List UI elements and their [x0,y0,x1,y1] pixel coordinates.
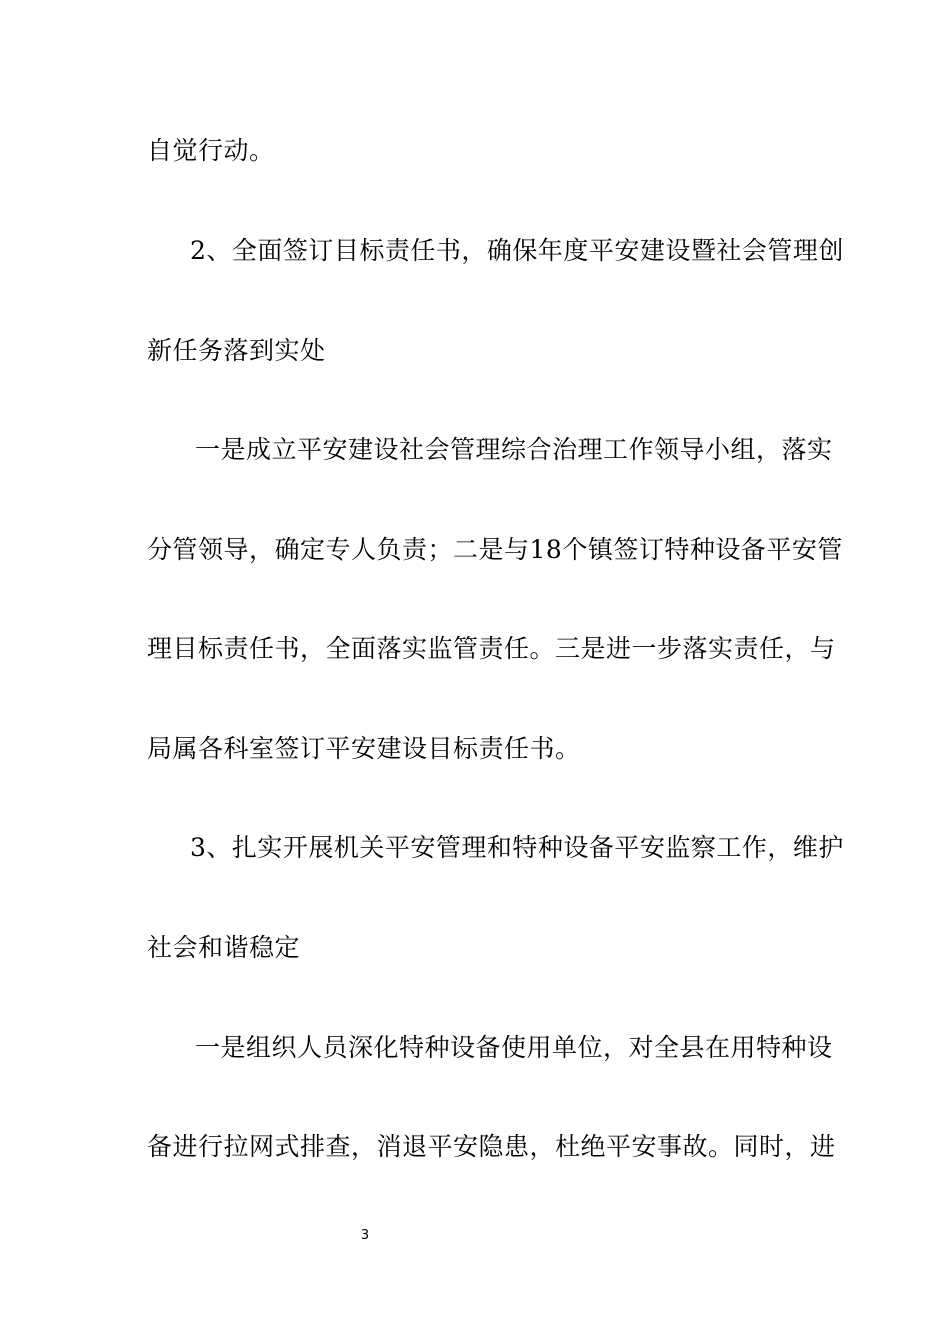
text-line-content: 局属各科室签订平安建设目标责任书。 [147,734,581,763]
text-line-content: 新任务落到实处 [147,336,326,365]
text-line [0,629,950,669]
section-heading-text: 2、全面签订目标责任书，确保年度平安建设暨社会管理创 [190,236,844,265]
page-number: 3 [360,1228,370,1243]
text-line [0,729,950,769]
text-line-content: 理目标责任书，全面落实监管责任。三是进一步落实责任，与 [147,634,836,663]
text-line [0,928,950,968]
paragraph-start-text: 一是成立平安建设社会管理综合治理工作领导小组，落实 [195,435,833,464]
text-line [0,1127,950,1167]
text-line-content: 分管领导，确定专人负责；二是与18个镇签订特种设备平安管 [147,535,843,564]
text-line [0,331,950,371]
section-heading [0,828,950,868]
text-line [0,131,950,171]
text-line-content: 备进行拉网式排查，消退平安隐患，杜绝平安事故。同时，进 [147,1132,836,1161]
text-line-content: 社会和谐稳定 [147,933,301,962]
section-heading [0,231,950,271]
text-line [0,530,950,570]
paragraph-start [0,1028,950,1068]
paragraph-start [0,430,950,470]
paragraph-start-text: 一是组织人员深化特种设备使用单位，对全县在用特种设 [195,1033,833,1062]
section-heading-text: 3、扎实开展机关平安管理和特种设备平安监察工作，维护 [190,833,844,862]
text-line-content: 自觉行动。 [147,136,275,165]
